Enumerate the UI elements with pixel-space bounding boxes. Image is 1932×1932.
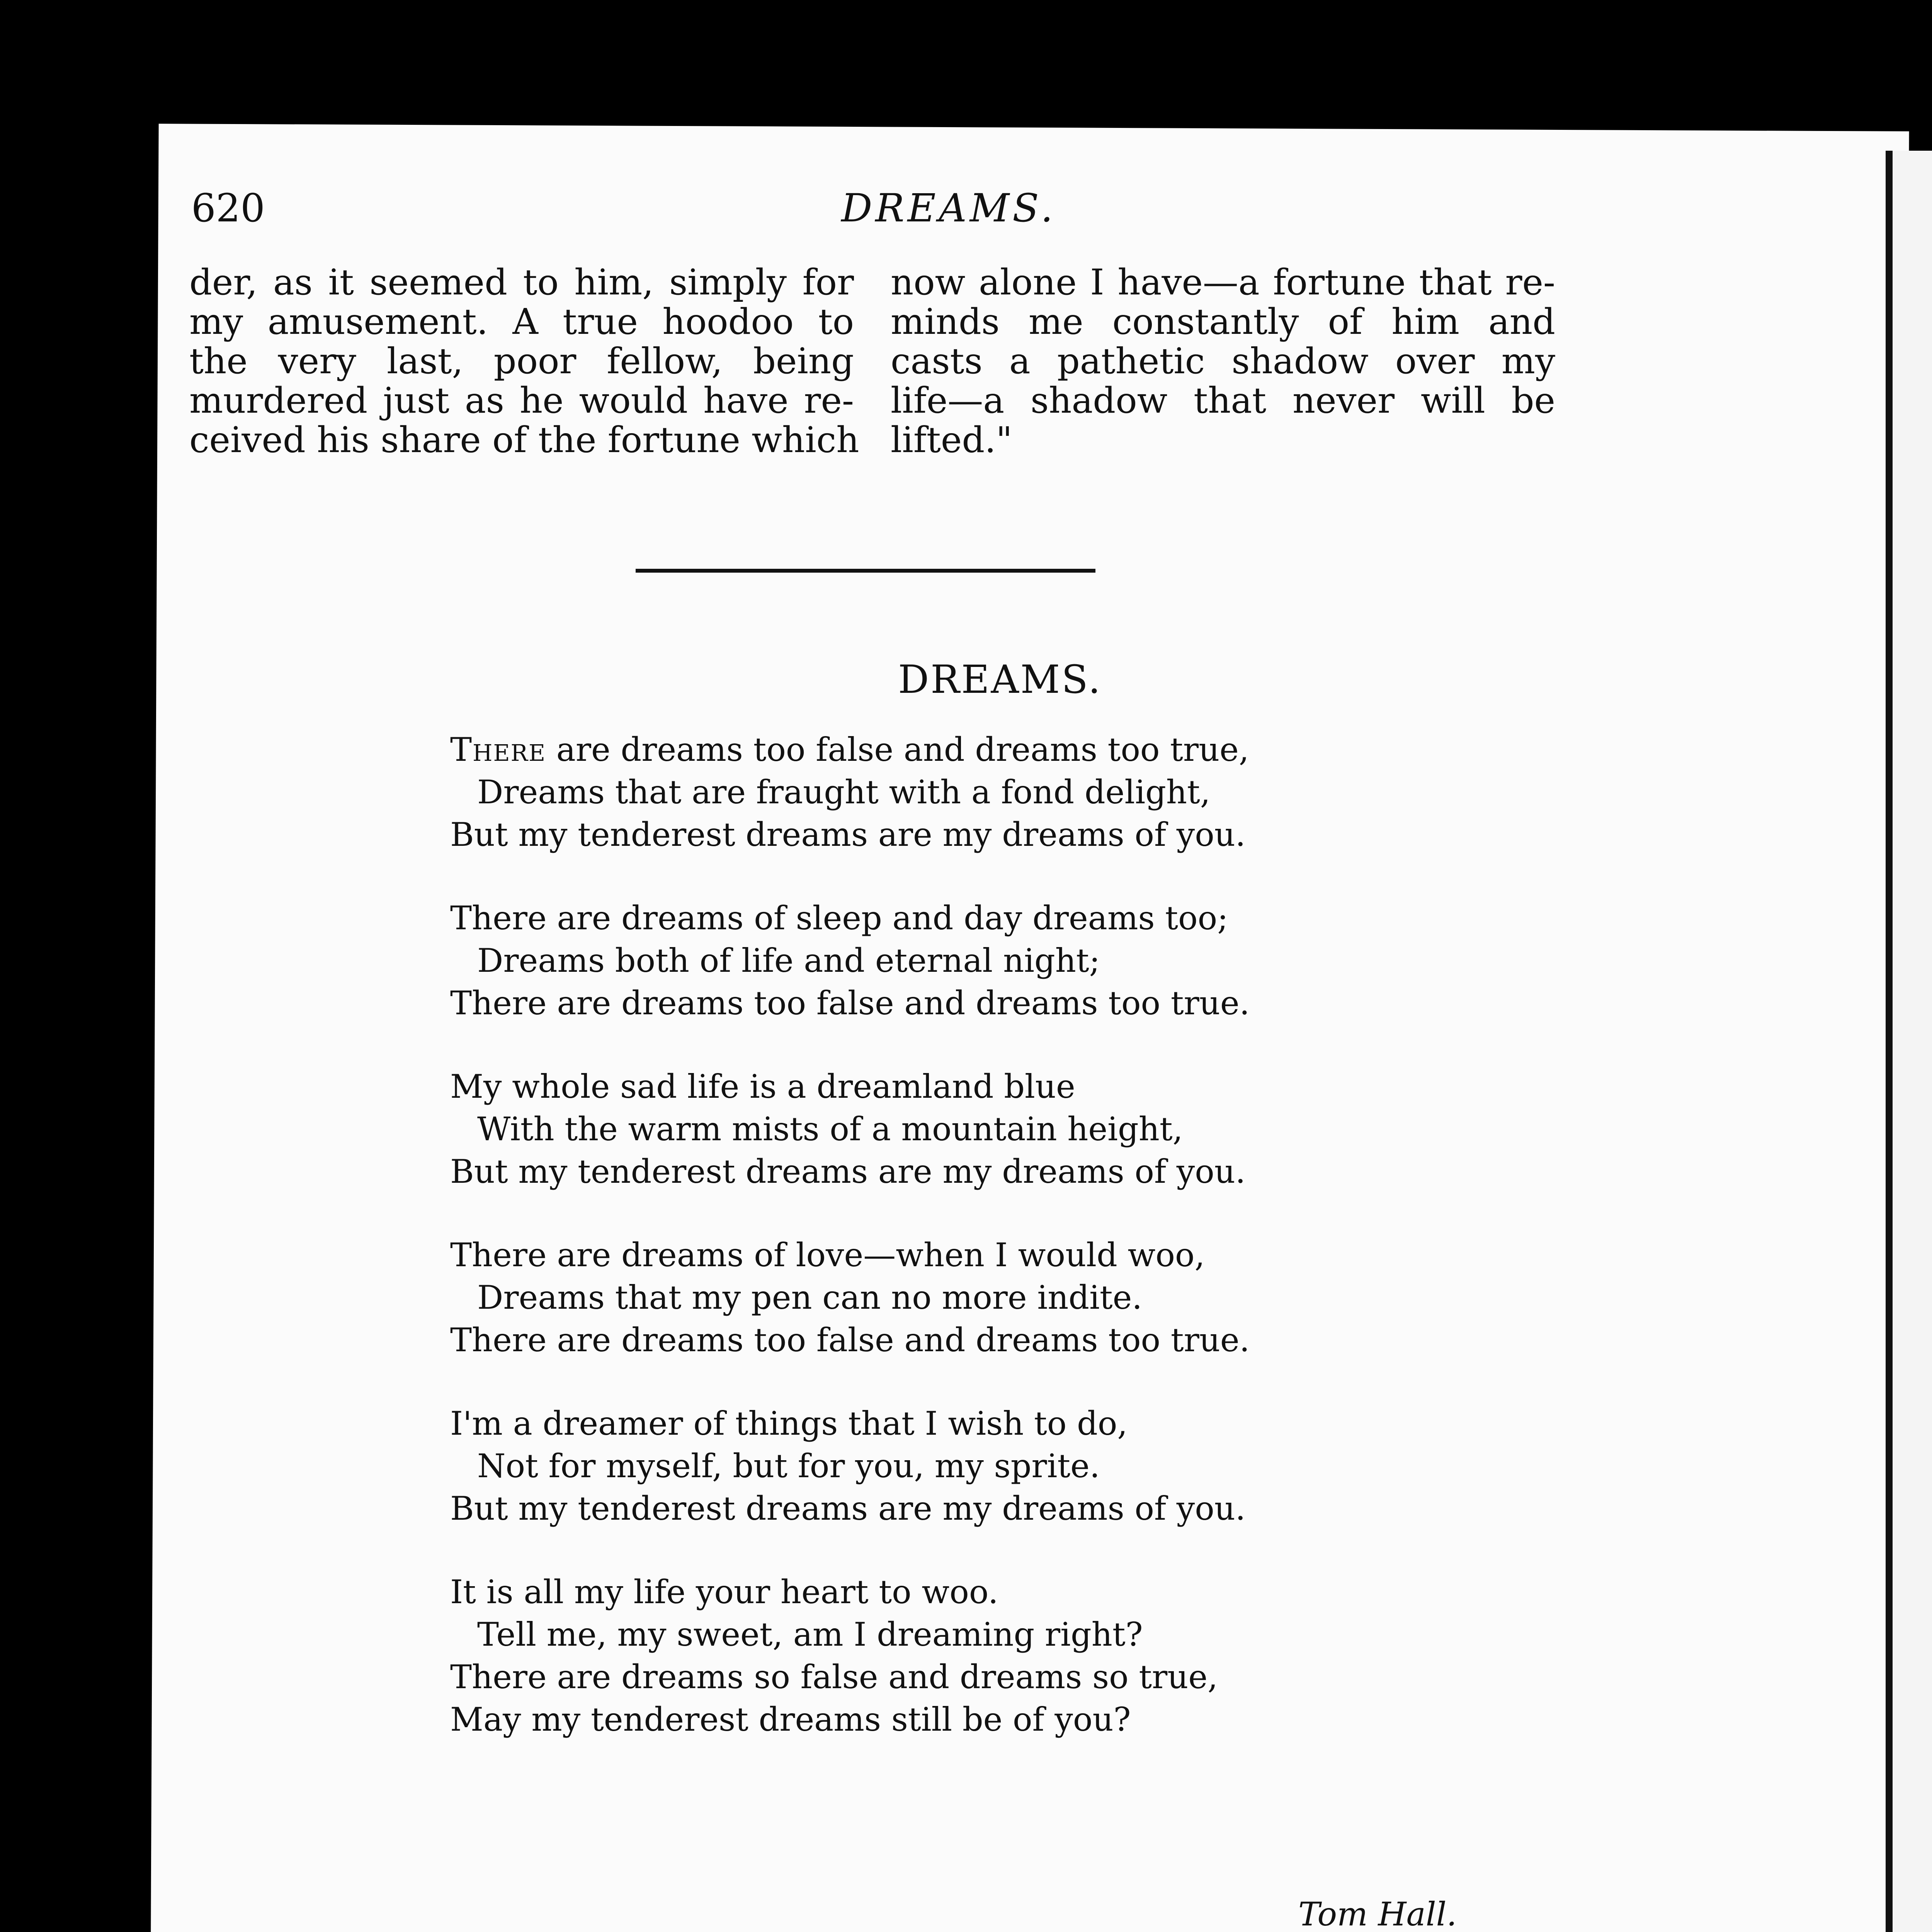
facing-page-edge [1886, 151, 1932, 1932]
poem-line: There are dreams of love—when I would woo, [450, 1236, 1205, 1274]
running-title: DREAMS. [841, 185, 1056, 231]
poem-line: May my tenderest dreams still be of you? [450, 1701, 1131, 1738]
text-line: my amusement. A true hoodoo to [189, 301, 854, 342]
poem-stanza [450, 1571, 1378, 1741]
poem-line [450, 728, 1378, 771]
poem-line: Dreams that are fraught with a fond delight, [477, 773, 1211, 811]
poem-stanza [450, 1234, 1378, 1361]
text-line: now alone I have—a fortune that re- [891, 262, 1555, 303]
poem-line: But my tenderest dreams are my dreams of you. [450, 1490, 1246, 1527]
poem-stanza [450, 728, 1378, 856]
poem-line: Not for myself, but for you, my sprite. [477, 1447, 1100, 1485]
poem-line: But my tenderest dreams are my dreams of you. [450, 816, 1246, 854]
poem-line: Dreams that my pen can no more indite. [477, 1279, 1143, 1316]
text-line: der, as it seemed to him, simply for [189, 262, 854, 303]
poem-line: It is all my life your heart to woo. [450, 1573, 998, 1611]
poem-stanza [450, 897, 1378, 1024]
text-line: lifted." [891, 419, 1012, 461]
article-right-column [891, 263, 1555, 460]
poem-line: With the warm mists of a mountain height, [477, 1110, 1183, 1148]
poem-stanza [450, 1402, 1378, 1530]
poem-body [450, 728, 1378, 1782]
text-line: minds me constantly of him and [891, 301, 1555, 342]
poem-line: But my tenderest dreams are my dreams of you. [450, 1153, 1246, 1190]
poem-line-text: are dreams too false and dreams too true, [546, 731, 1249, 769]
section-divider [636, 569, 1095, 573]
text-line: ceived his share of the fortune which [189, 419, 859, 461]
article-left-column [189, 262, 859, 461]
poem-line: Tell me, my sweet, am I dreaming right? [477, 1616, 1143, 1653]
poem-line: Dreams both of life and eternal night; [477, 942, 1100, 980]
poem-title: DREAMS. [898, 657, 1102, 702]
page-header [191, 185, 1706, 259]
poem-line: There are dreams so false and dreams so true, [450, 1658, 1218, 1696]
text-line: life—a shadow that never will be [891, 380, 1555, 421]
drop-word: There [450, 731, 546, 769]
poem-line: I'm a dreamer of things that I wish to do, [450, 1405, 1128, 1442]
poem-line: There are dreams too false and dreams too true. [450, 1321, 1250, 1359]
poem-author: Tom Hall. [1298, 1895, 1457, 1932]
page-number: 620 [191, 185, 265, 231]
text-line: casts a pathetic shadow over my [891, 340, 1555, 382]
poem-line: There are dreams of sleep and day dreams too; [450, 899, 1228, 937]
poem-stanza [450, 1065, 1378, 1193]
poem-line: My whole sad life is a dreamland blue [450, 1068, 1075, 1105]
text-line: murdered just as he would have re- [189, 380, 854, 421]
text-line: the very last, poor fellow, being [189, 340, 854, 382]
poem-line: There are dreams too false and dreams too true. [450, 984, 1250, 1022]
